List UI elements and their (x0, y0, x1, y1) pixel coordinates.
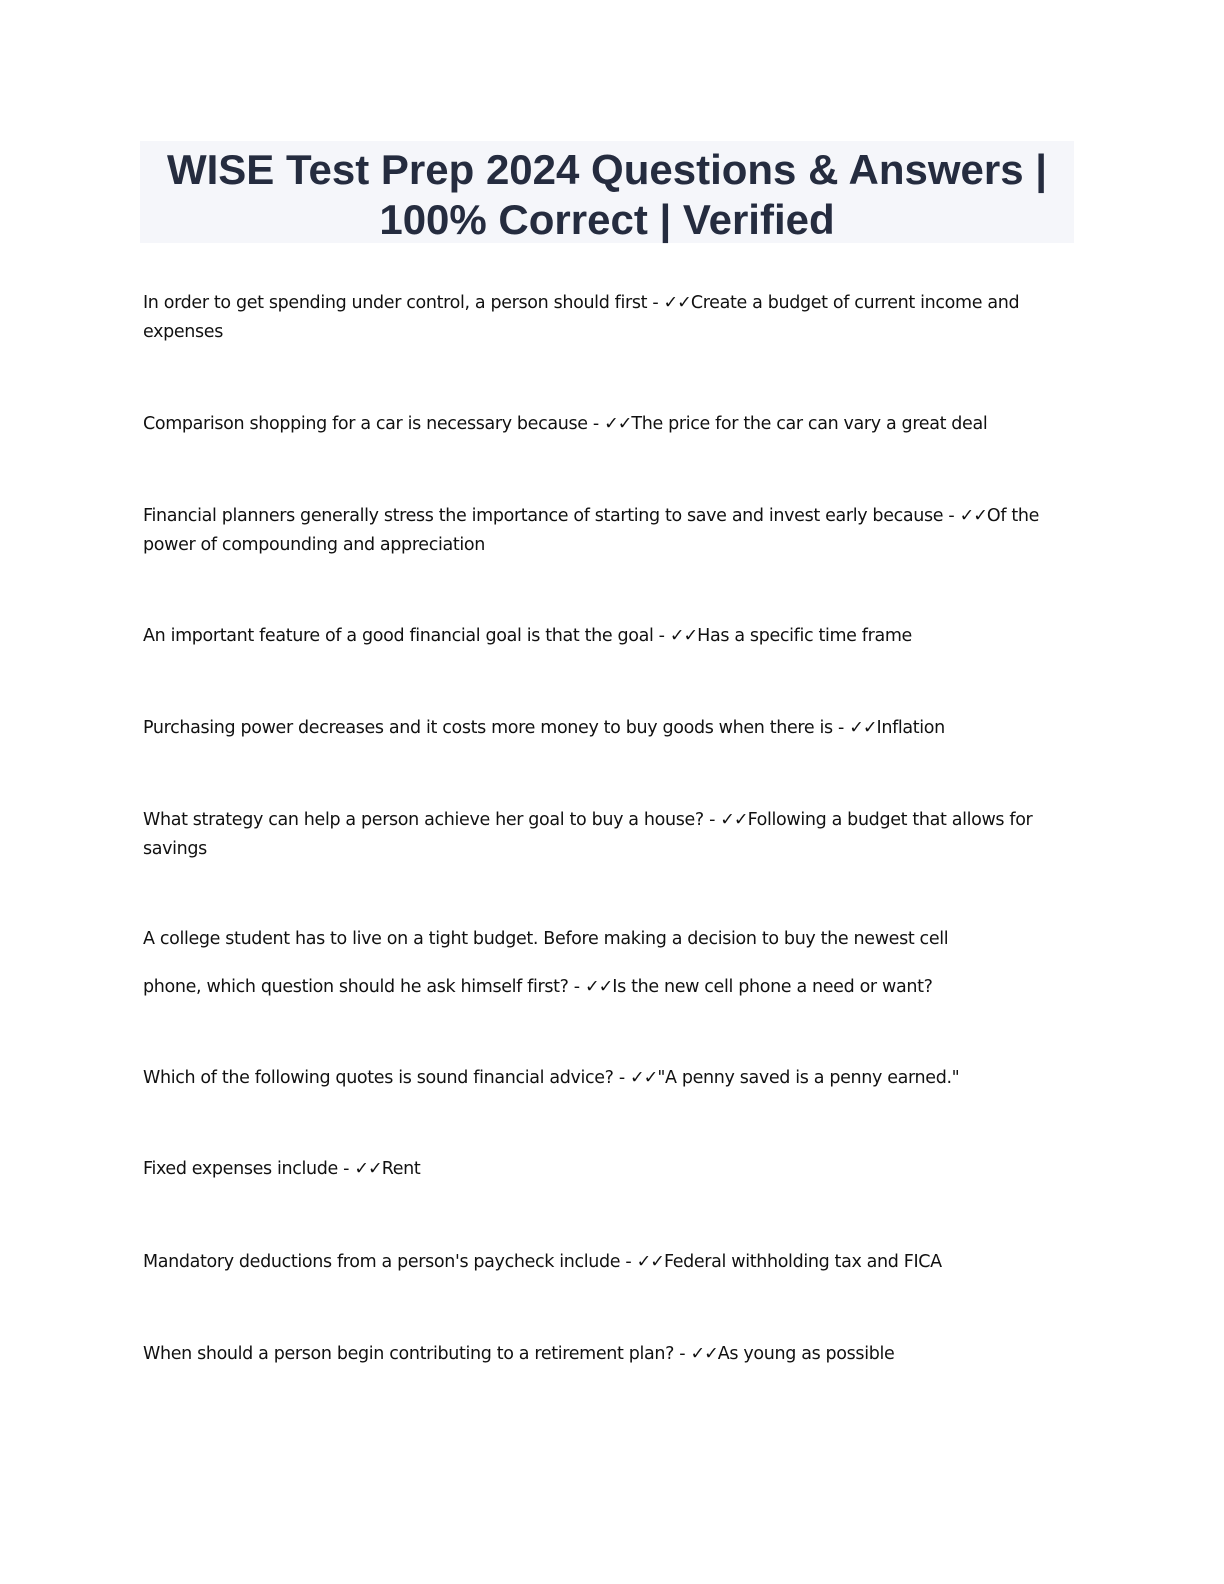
double-check-icon: ✓✓ (690, 1344, 718, 1364)
qa-item-2 (143, 410, 1083, 439)
qa-item-8 (143, 1064, 1083, 1093)
question-text: Which of the following quotes is sound financial advice? - (143, 1068, 630, 1088)
double-check-icon: ✓✓ (669, 626, 698, 646)
qa-item-9 (143, 1155, 1083, 1184)
question-text: An important feature of a good financial goal is that the goal - (143, 626, 670, 646)
qa-item-4 (143, 622, 1083, 651)
answer-text: Has a specific time frame (697, 626, 912, 646)
double-check-icon: ✓✓ (959, 506, 987, 526)
question-text: A college student has to live on a tight budget. Before making a decision to buy the newest cell phone, which question should he ask himself first? - (143, 929, 949, 997)
double-check-icon: ✓✓ (354, 1159, 382, 1179)
answer-text: As young as possible (717, 1344, 895, 1364)
answer-text: Is the new cell phone a need or want? (612, 977, 933, 997)
title-line-1: WISE Test Prep 2024 Questions & Answers | (166, 146, 1048, 193)
question-text: When should a person begin contributing to a retirement plan? - (143, 1344, 691, 1364)
question-text: In order to get spending under control, a person should first - (143, 293, 664, 313)
question-text: Mandatory deductions from a person's paycheck include - (143, 1252, 637, 1272)
question-text: Comparison shopping for a car is necessary because - (143, 414, 605, 434)
double-check-icon: ✓✓ (636, 1252, 664, 1272)
qa-item-3 (143, 502, 1083, 560)
double-check-icon: ✓✓ (849, 718, 877, 738)
answer-text: Inflation (876, 718, 945, 738)
double-check-icon: ✓✓ (720, 810, 748, 830)
qa-item-10 (143, 1248, 1083, 1277)
answer-text: Create a budget of current income and expenses (143, 293, 1020, 342)
answer-text: The price for the car can vary a great deal (631, 414, 988, 434)
answer-text: Rent (381, 1159, 421, 1179)
title-line-2: 100% Correct | Verified (379, 196, 835, 243)
qa-item-1 (143, 289, 1083, 347)
double-check-icon: ✓✓ (663, 293, 691, 313)
question-text: Purchasing power decreases and it costs more money to buy goods when there is - (143, 718, 850, 738)
question-text: Financial planners generally stress the importance of starting to save and invest early because - (143, 506, 960, 526)
double-check-icon: ✓✓ (584, 977, 613, 997)
qa-item-5 (143, 714, 1083, 743)
qa-item-6 (143, 806, 1083, 864)
answer-text: Following a budget that allows for savings (143, 810, 1033, 859)
answer-text: "A penny saved is a penny earned." (657, 1068, 960, 1088)
double-check-icon: ✓✓ (604, 414, 632, 434)
double-check-icon: ✓✓ (630, 1068, 658, 1088)
qa-item-7 (143, 915, 1003, 1011)
question-text: Fixed expenses include - (143, 1159, 355, 1179)
question-text: What strategy can help a person achieve her goal to buy a house? - (143, 810, 721, 830)
answer-text: Of the power of compounding and appreciation (143, 506, 1040, 555)
answer-text: Federal withholding tax and FICA (663, 1252, 942, 1272)
document-title (140, 141, 1074, 243)
qa-item-11 (143, 1340, 1083, 1369)
